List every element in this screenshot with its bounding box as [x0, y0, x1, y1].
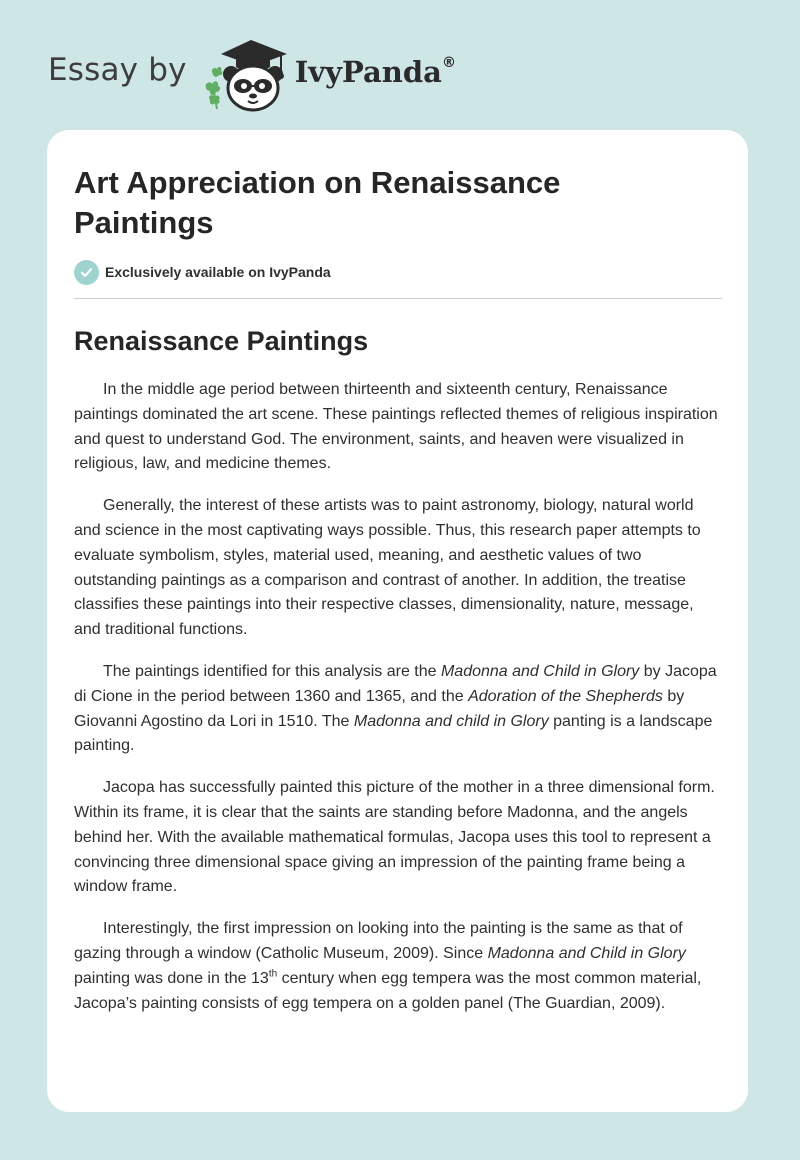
essay-card	[47, 130, 748, 1112]
essay-body	[74, 378, 722, 1016]
essay-by-label: Essay by	[48, 52, 187, 88]
badge-text: Exclusively available on IvyPanda	[105, 264, 331, 280]
artwork-title: Madonna and child in Glory	[353, 712, 549, 730]
paragraph-5: Interestingly, the first impression on looking into the painting is the same as that of gazing through a window (Catholic Museum, 2009). Since Madonna and Child in Glory painting was done in the 13th century when egg tempera was the most common material, Jacopa’s painting consists of egg tempera on a golden panel (The Guardian, 2009).	[74, 920, 702, 1012]
paragraph-1: In the middle age period between thirteenth and sixteenth century, Renaissance paintings dominated the art scene. These paintings reflected themes of religious inspiration and quest to understand God. The environment, saints, and heaven were visualized in religious, law, and medicine themes.	[74, 381, 718, 473]
artwork-title: Madonna and Child in Glory	[440, 662, 640, 680]
paragraph-3: The paintings identified for this analysis are the Madonna and Child in Glory by Jacopa di Cione in the period between 1360 and 1365, and the Adoration of the Shepherds by Giovanni Agostino da Lori in 1510. The Madonna and child in Glory panting is a landscape painting.	[74, 662, 717, 755]
site-header	[48, 34, 456, 114]
ivypanda-logo[interactable]	[201, 34, 456, 114]
check-circle-icon	[74, 260, 99, 285]
section-heading: Renaissance Paintings	[74, 326, 369, 356]
exclusive-badge	[74, 257, 722, 287]
artwork-title: Madonna and Child in Glory	[487, 944, 686, 962]
divider	[74, 298, 722, 299]
registered-mark: ®	[441, 55, 456, 72]
essay-title: Art Appreciation on Renaissance Paintings	[74, 165, 561, 240]
artwork-title: Adoration of the Shepherds	[468, 687, 663, 705]
ordinal-suffix: th	[268, 968, 278, 980]
brand-name: IvyPanda®	[294, 55, 456, 89]
paragraph-4: Jacopa has successfully painted this picture of the mother in a three dimensional form. Within its frame, it is clear that the saints are standing before Madonna, and the angels behind her. With the available mathematical formulas, Jacopa uses this tool to represent a convincing three dimensional space giving an impression of the painting frame being a window frame.	[74, 779, 715, 896]
panda-graduation-cap-icon	[201, 34, 293, 114]
paragraph-2: Generally, the interest of these artists was to paint astronomy, biology, natural world and science in the most captivating ways possible. Thus, this research paper attempts to evaluate symbolism, styles, material used, meaning, and aesthetic values of two outstanding paintings as a comparison and contrast of another. In addition, the treatise classifies these paintings into their respective classes, dimensionality, nature, message, and traditional functions.	[74, 497, 701, 639]
